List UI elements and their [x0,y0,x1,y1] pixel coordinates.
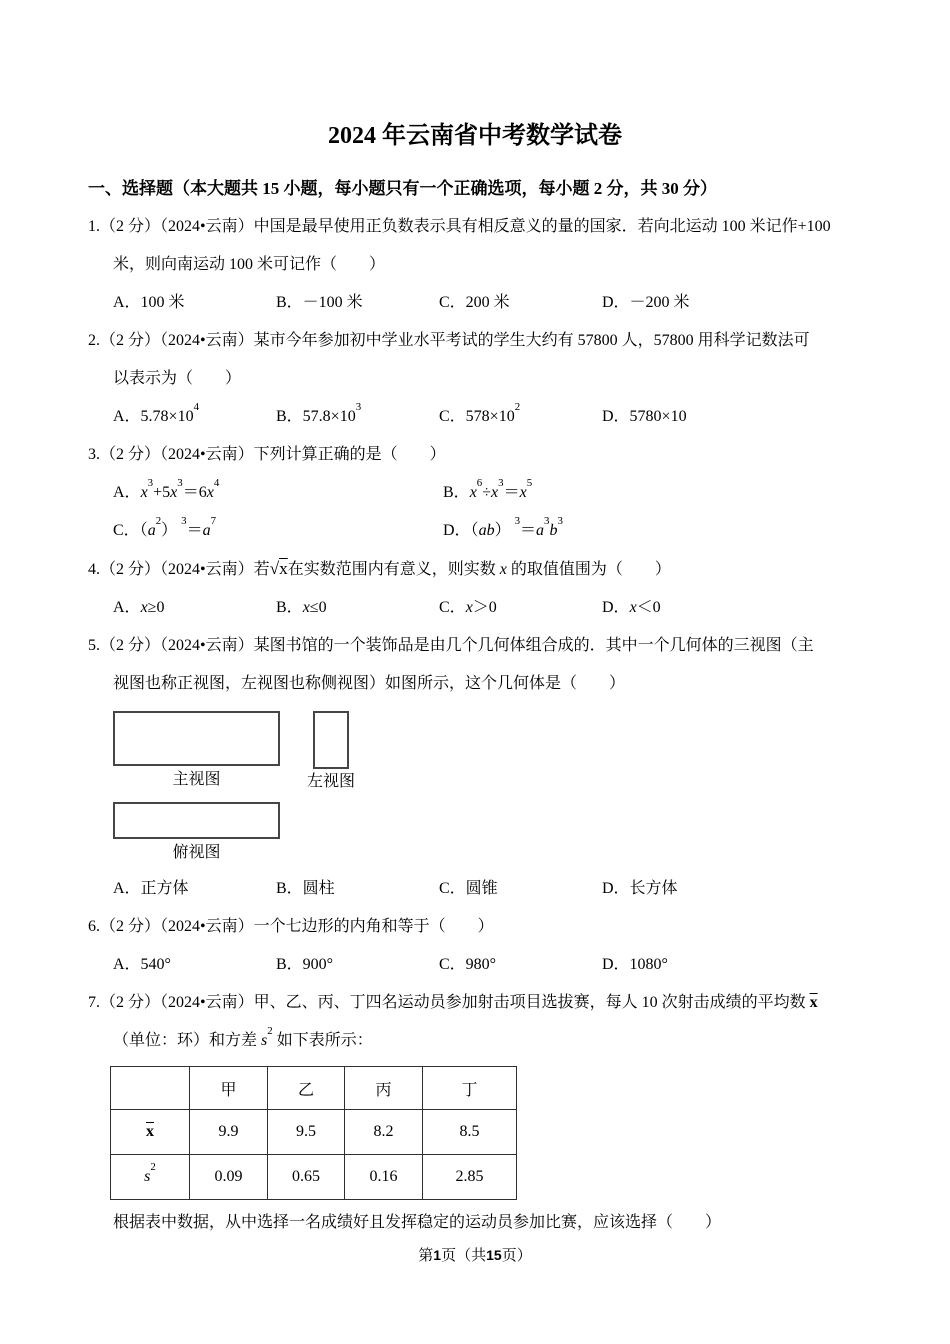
mean-value-jia: 9.9 [190,1110,268,1155]
question-2 [88,322,878,436]
three-view-figure [88,705,878,870]
variance-value-bing: 0.16 [345,1155,423,1200]
header-cell-ding: 丁 [423,1067,517,1110]
option-d: D．－200 米 [602,294,690,311]
option-b: B．－100 米 [276,294,363,311]
score-table [110,1066,517,1200]
header-cell-bing: 丙 [345,1067,423,1110]
question-3-options-row-2 [113,512,878,550]
option-a: A．$x^3+5x^3=6x^4$ [113,476,220,501]
question-7 [88,984,878,1242]
question-4-options [113,589,878,627]
question-4 [88,550,878,627]
page-title: 2024 年云南省中考数学试卷 [328,123,622,149]
option-d: D．长方体 [602,880,678,897]
question-5-line-2: 视图也称正视图，左视图也称侧视图）如图所示，这个几何体是（ ） [113,675,626,692]
question-4-line-1: 4.（2 分）（2024•云南）若√x在实数范围内有意义，则实数 x 的取值值围为（ ） [88,559,671,578]
question-5-line-1: 5.（2 分）（2024•云南）某图书馆的一个装饰品是由几个几何体组合成的．其中一个几何体的三视图（主 [88,637,814,654]
option-a: A．$5.78\times 10^4$ [113,400,200,425]
option-b: B．x≤0 [276,599,327,616]
mean-value-bing: 8.2 [345,1110,423,1155]
variance-value-jia: 0.09 [190,1155,268,1200]
variance-value-ding: 2.85 [423,1155,517,1200]
option-c: C．980° [439,956,497,973]
mean-value-yi: 9.5 [268,1110,345,1155]
option-b: B．900° [276,956,334,973]
mean-value-ding: 8.5 [423,1110,517,1155]
row-label-xbar: $\overline{x}$ [111,1110,190,1155]
question-7-line-2: （单位：环）和方差 $s^2$ 如下表所示： [113,1024,373,1049]
top-view-label: 俯视图 [172,844,221,861]
question-6-options [113,946,878,984]
header-cell-empty [111,1067,190,1110]
option-a: A．正方体 [113,880,189,897]
table-row-mean [111,1110,517,1155]
variance-value-yi: 0.65 [268,1155,345,1200]
option-c: C．$578\times 10^2$ [439,400,521,425]
question-3 [88,436,878,550]
question-5 [88,627,878,908]
question-6-line-1: 6.（2 分）（2024•云南）一个七边形的内角和等于（ ） [88,918,494,935]
page-footer: 第1页（共15页） [418,1247,532,1264]
table-header-row [111,1067,517,1110]
option-d: D．5780×10 [602,408,687,425]
question-3-options-row-1 [113,474,878,512]
option-b: B．圆柱 [276,880,335,897]
row-label-s2: $s^2$ [111,1155,190,1200]
header-cell-yi: 乙 [268,1067,345,1110]
front-view-rect [113,711,280,766]
question-1 [88,208,878,322]
question-2-options [113,398,878,436]
question-1-line-1: 1.（2 分）（2024•云南）中国是最早使用正负数表示具有相反意义的量的国家．若向北运动 100 米记作+100 [88,218,831,235]
question-1-options [113,284,878,322]
front-view-label: 主视图 [172,771,221,788]
question-6 [88,908,878,984]
option-c: C．x＞0 [439,599,497,616]
question-5-options [113,870,878,908]
header-cell-jia: 甲 [190,1067,268,1110]
question-7-line-1: 7.（2 分）（2024•云南）甲、乙、丙、丁四名运动员参加射击项目选拔赛，每人 10 次射击成绩的平均数 $\overline{x}$ [88,994,818,1011]
option-c: C．$(a^2)$ $^3=a^7$ [113,514,217,539]
option-b: B．$x^6\div x^3=x^5$ [443,476,533,501]
option-a: A．540° [113,956,171,973]
option-c: C．200 米 [439,294,510,311]
option-d: D．（ab） $^3=a^3b^3$ [443,514,563,539]
question-3-line-1: 3.（2 分）（2024•云南）下列计算正确的是（ ） [88,446,446,463]
option-c: C．圆锥 [439,880,498,897]
left-view-rect [313,711,349,769]
question-7-line-3: 根据表中数据，从中选择一名成绩好且发挥稳定的运动员参加比赛，应该选择（ ） [113,1214,722,1231]
section-heading: 一、选择题（本大题共 15 小题，每小题只有一个正确选项，每小题 2 分，共 30 分） [88,179,717,198]
question-2-line-2: 以表示为（ ） [113,370,242,387]
left-view-label: 左视图 [306,773,355,790]
option-a: A．x≥0 [113,599,165,616]
top-view-rect [113,802,280,839]
table-row-variance [111,1155,517,1200]
question-2-line-1: 2.（2 分）（2024•云南）某市今年参加初中学业水平考试的学生大约有 57800 人，57800 用科学记数法可 [88,332,810,349]
option-d: D．1080° [602,956,668,973]
option-d: D．x＜0 [602,599,661,616]
option-a: A．100 米 [113,294,185,311]
question-1-line-2: 米，则向南运动 100 米可记作（ ） [113,256,386,273]
option-b: B．$57.8\times 10^3$ [276,400,362,425]
